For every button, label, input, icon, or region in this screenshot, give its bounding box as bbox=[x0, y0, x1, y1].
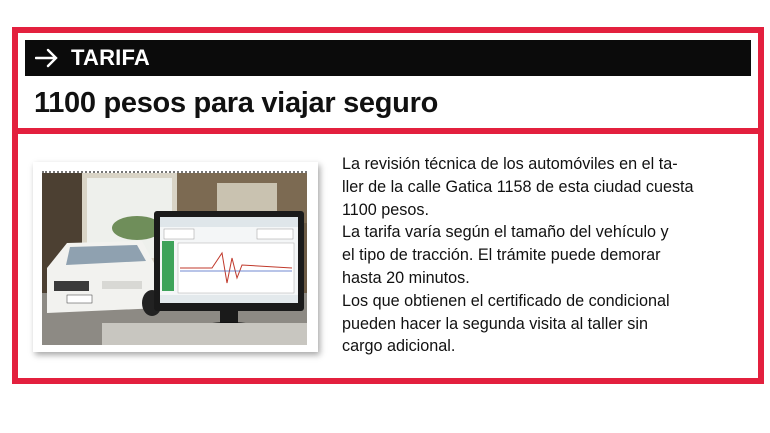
inspection-photo bbox=[42, 171, 307, 345]
info-box bbox=[12, 27, 764, 384]
body-line: cargo adicional. bbox=[342, 337, 456, 356]
section-header-bar bbox=[25, 40, 751, 76]
body-line: La revisión técnica de los automóviles en el ta- bbox=[342, 155, 678, 173]
body-line: pueden hacer la segunda visita al taller sin bbox=[342, 314, 648, 333]
divider bbox=[18, 128, 758, 134]
body-line: Los que obtienen el certificado de condicional bbox=[342, 291, 670, 310]
body-line: ller de la calle Gatica 1158 de esta ciudad cuesta bbox=[342, 177, 694, 196]
section-tag: TARIFA bbox=[71, 45, 151, 70]
photo-frame bbox=[33, 162, 318, 352]
arrow-right-icon bbox=[35, 46, 59, 70]
body-line: 1100 pesos. bbox=[342, 200, 429, 219]
body-line: hasta 20 minutos. bbox=[342, 268, 470, 287]
body-line: el tipo de tracción. El trámite puede demorar bbox=[342, 246, 661, 265]
headline: 1100 pesos para viajar seguro bbox=[34, 87, 438, 119]
body-line: La tarifa varía según el tamaño del vehículo y bbox=[342, 223, 669, 242]
article-body bbox=[342, 153, 722, 358]
